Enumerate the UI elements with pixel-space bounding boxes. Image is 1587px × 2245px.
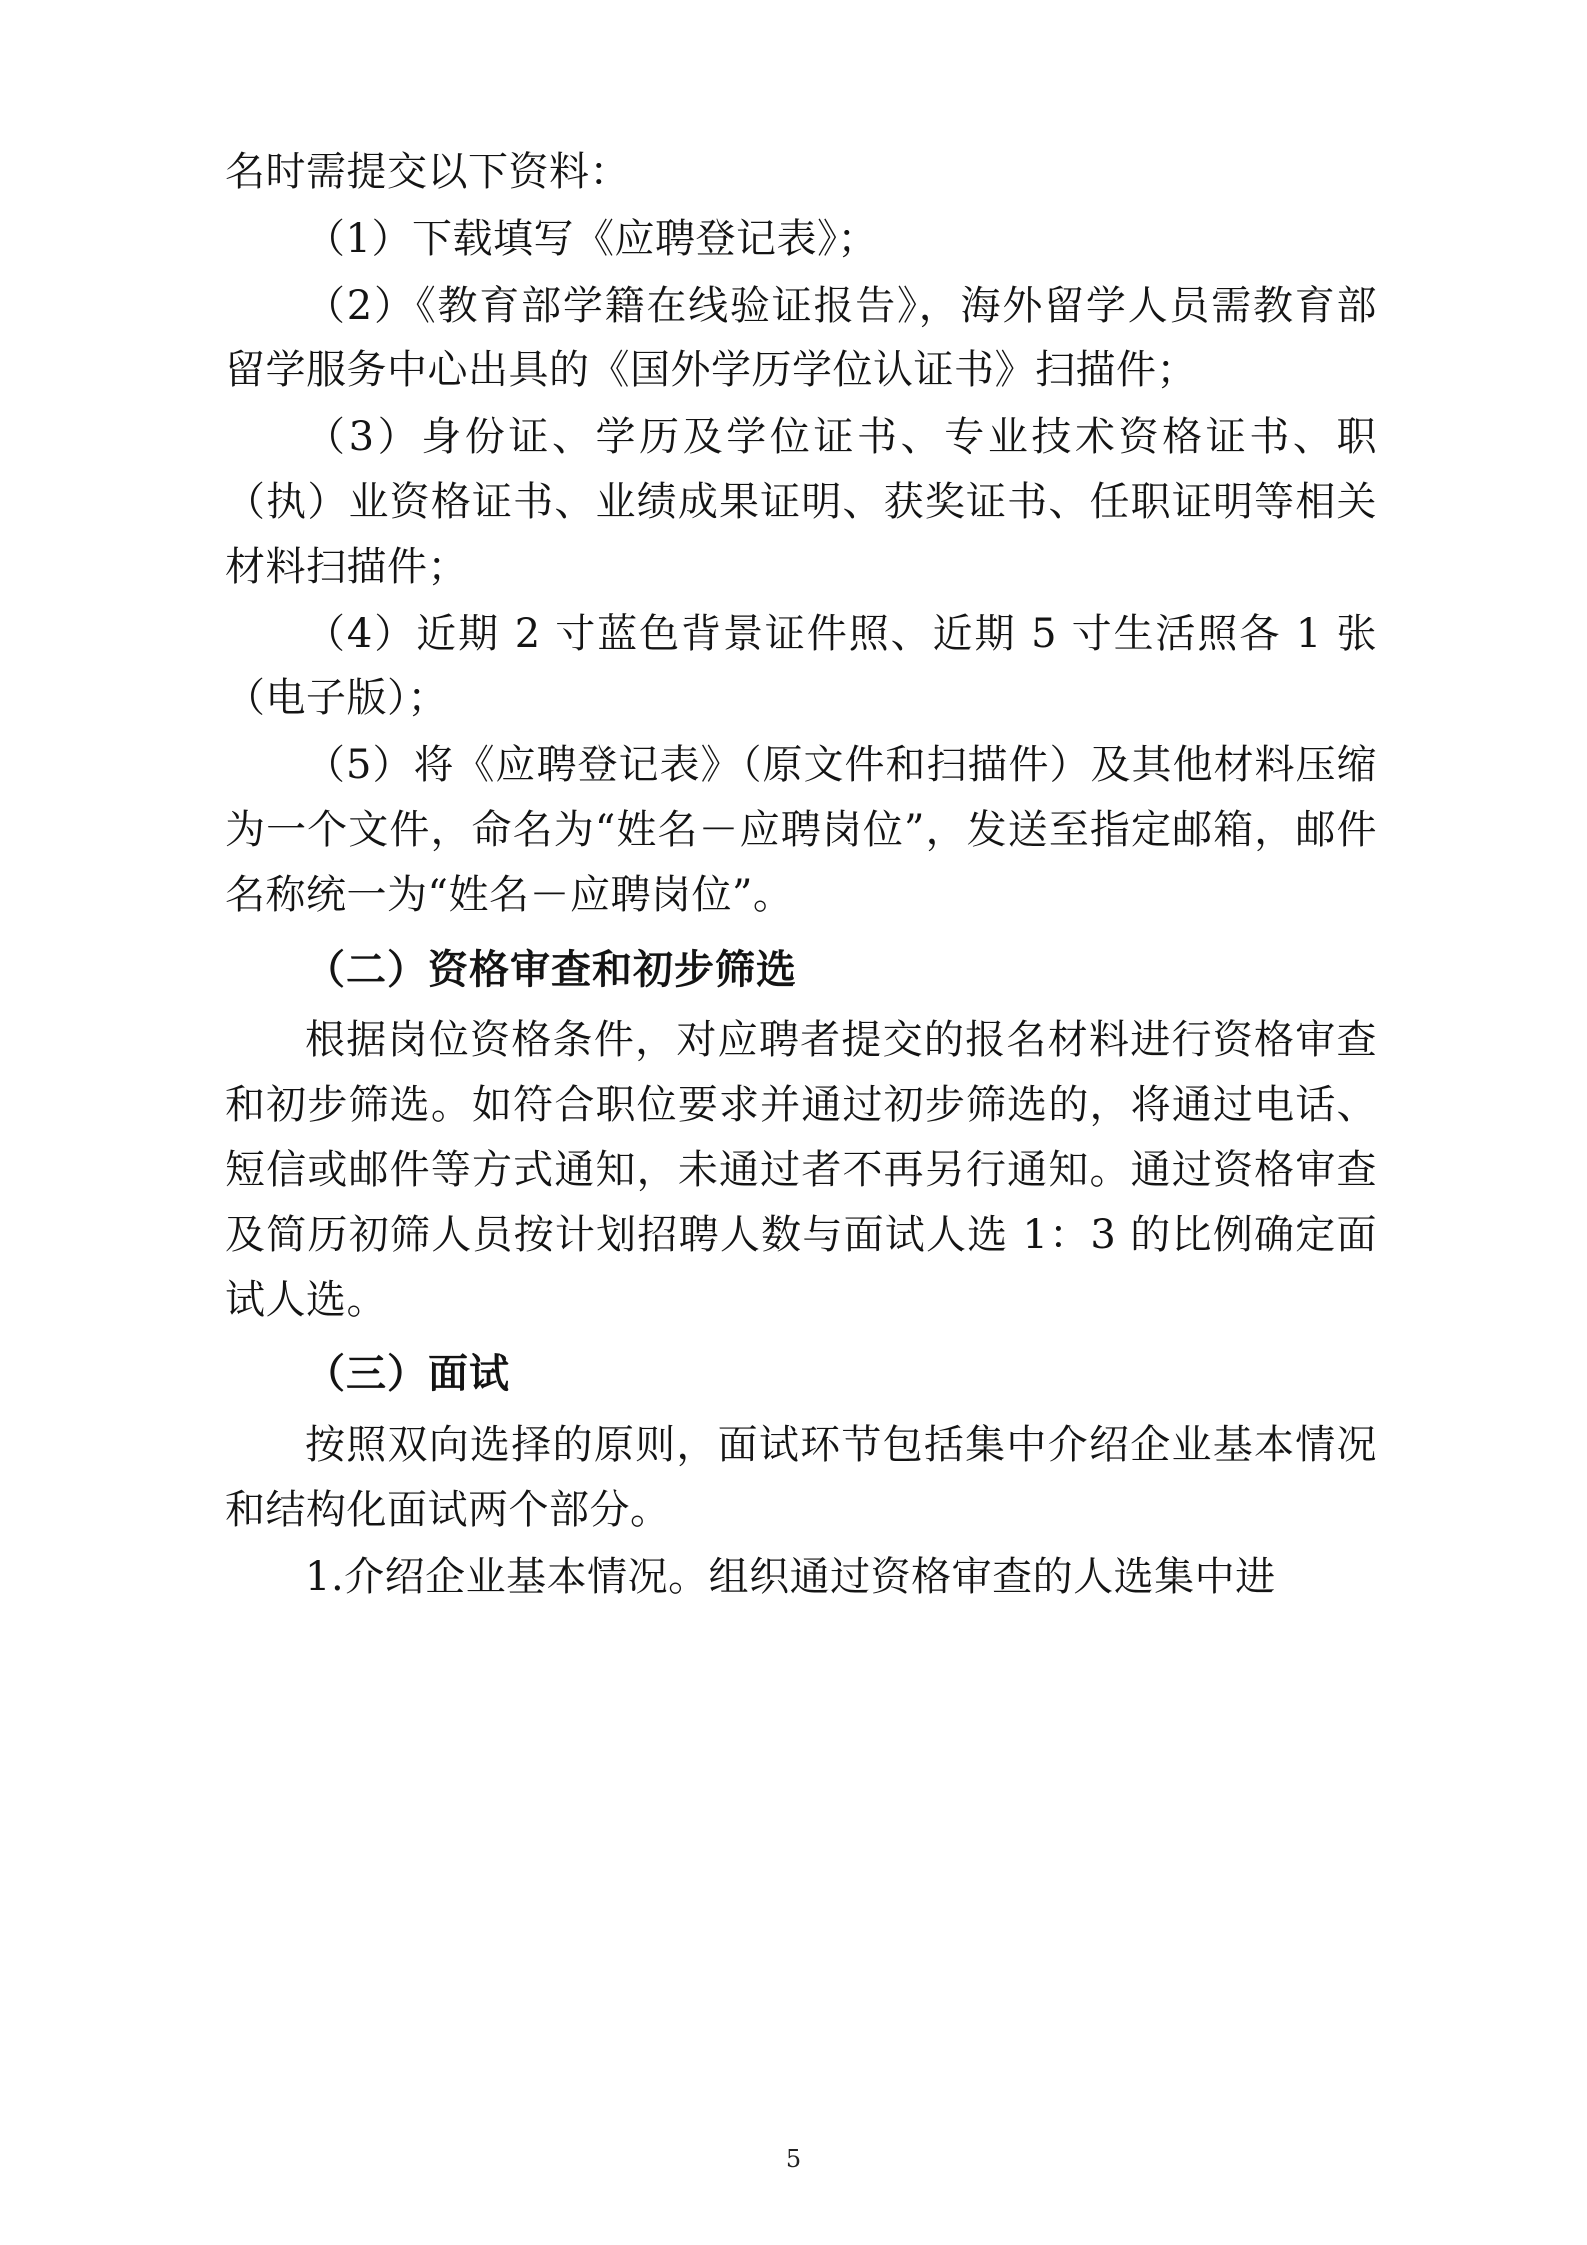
list-item-material-5: （5）将《应聘登记表》（原文件和扫描件）及其他材料压缩为一个文件，命名为“姓名－应聘岗位”，发送至指定邮箱，邮件名称统一为“姓名－应聘岗位”。	[225, 742, 1377, 918]
paragraph-interview-body: 按照双向选择的原则，面试环节包括集中介绍企业基本情况和结构化面试两个部分。	[225, 1422, 1377, 1533]
list-item-material-3: （3）身份证、学历及学位证书、专业技术资格证书、职（执）业资格证书、业绩成果证明、获奖证书、任职证明等相关材料扫描件；	[225, 414, 1377, 590]
list-item-material-1: （1）下载填写《应聘登记表》；	[305, 215, 878, 262]
list-item-material-2: （2）《教育部学籍在线验证报告》，海外留学人员需教育部留学服务中心出具的《国外学历学位认证书》扫描件；	[225, 282, 1377, 394]
section-heading-interview: （三）面试	[305, 1350, 510, 1398]
paragraph-continuation: 名时需提交以下资料：	[225, 149, 630, 195]
paragraph-interview-item-1: 1.介绍企业基本情况。组织通过资格审查的人选集中进	[305, 1553, 1276, 1600]
list-item-material-4: （4）近期 2 寸蓝色背景证件照、近期 5 寸生活照各 1 张（电子版）；	[225, 610, 1377, 722]
section-heading-qualification: （二）资格审查和初步筛选	[305, 945, 797, 993]
page-number: 5	[785, 2145, 802, 2173]
paragraph-qualification-body: 根据岗位资格条件，对应聘者提交的报名材料进行资格审查和初步筛选。如符合职位要求并通过初步筛选的，将通过电话、短信或邮件等方式通知，未通过者不再另行通知。通过资格审查及简历初筛人员按计划招聘人数与面试人选 1：3 的比例确定面试人选。	[225, 1017, 1377, 1323]
document-body	[225, 140, 1377, 1610]
